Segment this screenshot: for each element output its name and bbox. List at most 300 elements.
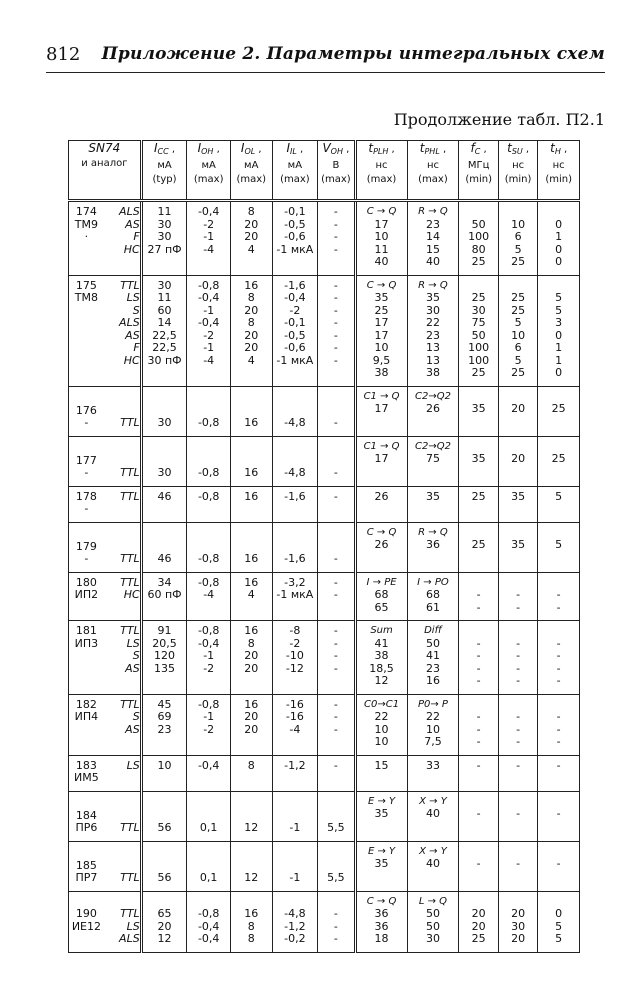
tplh-cell <box>355 386 407 436</box>
icc-cell <box>141 201 187 276</box>
tphl-value: 50 <box>425 919 440 933</box>
tphl-value: 75 <box>425 452 440 465</box>
table-row <box>69 386 580 436</box>
family-value: TTL <box>120 416 140 429</box>
chip-id-cell <box>69 891 104 952</box>
tphl-cell <box>407 522 459 572</box>
family-cell <box>104 386 141 436</box>
ioh-value: -1 <box>203 341 215 354</box>
tplh-value: 36 <box>374 919 389 933</box>
tphl-value: 68 <box>425 588 440 601</box>
chip-id-value: ИМ5 <box>74 771 99 784</box>
iol-value: 4 <box>247 588 255 601</box>
tplh-value: 26 <box>374 489 389 503</box>
tphl-value: 22 <box>425 710 440 723</box>
tphl-cell <box>407 436 459 486</box>
th-value: - <box>556 649 561 662</box>
th-cell <box>538 436 580 486</box>
family-value: TTL <box>120 278 140 292</box>
tsu-value <box>499 625 537 638</box>
th-value: - <box>556 857 561 870</box>
chip-id-value: ТМ9 <box>74 217 99 231</box>
fc-cell <box>459 755 498 791</box>
icc-value: 30 <box>157 217 172 231</box>
family-value: HC <box>123 353 140 367</box>
iil-cell <box>272 755 318 791</box>
iol-value: 8 <box>247 758 255 772</box>
iil-value: -2 <box>289 303 301 317</box>
table-row <box>69 201 580 276</box>
iol-value: 4 <box>247 242 255 256</box>
tphl-cell <box>407 572 459 621</box>
th-value: - <box>556 636 561 650</box>
family-cell <box>104 621 141 695</box>
iil-value: -0,5 <box>284 217 306 231</box>
table-row <box>69 841 580 891</box>
tphl-value: 33 <box>425 758 440 772</box>
ioh-cell <box>187 841 231 891</box>
iol-value: 16 <box>244 466 259 479</box>
tplh-value: 35 <box>374 857 389 870</box>
iil-cell <box>272 275 318 386</box>
ioh-value: -0,4 <box>197 758 220 772</box>
iil-value: -4,8 <box>284 466 306 479</box>
tphl-value: 16 <box>425 674 440 687</box>
tsu-cell <box>498 891 537 952</box>
fc-value: 25 <box>471 538 486 551</box>
tphl-cell <box>407 891 459 952</box>
iol-cell <box>230 755 272 791</box>
iil-cell <box>272 621 318 695</box>
tplh-value: 9,5 <box>372 353 391 367</box>
iol-value: 8 <box>247 919 255 933</box>
ioh-cell <box>187 572 231 621</box>
fc-value: 25 <box>471 291 486 304</box>
col-header-tphl: $t_{PHL}$ , нс (max) <box>407 141 459 201</box>
icc-cell <box>141 755 187 791</box>
fc-cell <box>459 621 498 695</box>
tsu-value: - <box>516 758 521 772</box>
fc-value: 100 <box>468 353 490 367</box>
voh-value: - <box>333 710 338 723</box>
voh-cell <box>318 522 355 572</box>
tphl-value: R → Q <box>418 279 448 291</box>
tphl-value: Diff <box>424 625 442 636</box>
icc-value: 56 <box>157 821 172 834</box>
iil-value: -1 <box>289 821 301 834</box>
family-value: HC <box>123 588 140 601</box>
iol-value: 16 <box>244 489 259 503</box>
voh-value: - <box>333 624 338 637</box>
tsu-cell <box>498 621 537 695</box>
chip-id-value: 184 <box>75 808 97 822</box>
tphl-value: X → Y <box>419 795 447 807</box>
ioh-value: -0,8 <box>197 489 220 503</box>
fc-value <box>459 206 497 219</box>
tplh-cell <box>355 436 407 486</box>
th-value: 0 <box>555 907 563 920</box>
tphl-cell <box>407 841 459 891</box>
tplh-value: 18 <box>374 932 389 945</box>
tsu-value: - <box>516 649 521 662</box>
iil-value: -10 <box>285 649 304 662</box>
iil-value: -4,8 <box>284 907 306 920</box>
tsu-value: 35 <box>511 489 526 503</box>
ioh-cell <box>187 891 231 952</box>
th-cell <box>538 386 580 436</box>
chip-id-cell <box>69 386 104 436</box>
fc-value: - <box>476 636 481 650</box>
tsu-value: - <box>516 710 521 723</box>
family-value: ALS <box>119 205 140 218</box>
tplh-cell <box>355 486 407 522</box>
tphl-value: 23 <box>425 661 440 675</box>
icc-value: 65 <box>157 907 172 920</box>
ioh-value: -0,4 <box>197 205 220 218</box>
tplh-value: 15 <box>374 758 389 772</box>
th-cell <box>538 755 580 791</box>
fc-cell <box>459 275 498 386</box>
fc-value: 25 <box>471 489 486 503</box>
col-header-voh: $V_{OH}$ , В (max) <box>318 141 355 201</box>
iol-value: 8 <box>247 316 255 329</box>
icc-value: 30 <box>157 466 172 479</box>
icc-value: 20,5 <box>152 636 177 650</box>
tphl-cell <box>407 621 459 695</box>
voh-cell <box>318 275 355 386</box>
family-cell <box>104 436 141 486</box>
tplh-value: C → Q <box>366 206 397 217</box>
voh-value: - <box>333 552 338 565</box>
tphl-value: 7,5 <box>424 735 442 748</box>
voh-cell <box>318 791 355 841</box>
family-value: ALS <box>119 932 140 945</box>
tplh-value: 17 <box>374 452 389 465</box>
col-header-th: $t_H$ , нс (min) <box>538 141 580 201</box>
iol-value: 16 <box>244 278 259 292</box>
tsu-value: - <box>516 661 521 675</box>
table-row <box>69 694 580 755</box>
icc-value: 60 пФ <box>147 588 182 601</box>
iil-value: -0,5 <box>284 328 306 342</box>
th-value: 1 <box>555 353 563 367</box>
tsu-cell <box>498 275 537 386</box>
ioh-cell <box>187 386 231 436</box>
tphl-value: 40 <box>425 255 440 268</box>
fc-value: 20 <box>471 907 486 920</box>
iol-value: 20 <box>244 649 259 662</box>
voh-value: - <box>333 932 338 945</box>
fc-value: 25 <box>471 932 486 945</box>
tplh-value: 26 <box>374 538 389 551</box>
tsu-value: - <box>516 674 521 687</box>
ioh-value: -0,8 <box>197 416 220 429</box>
tsu-value: 20 <box>511 907 526 920</box>
chip-id-cell <box>69 522 104 572</box>
tplh-value: E → Y <box>367 795 396 807</box>
col-header-tsu: $t_{SU}$ , нс (min) <box>498 141 537 201</box>
family-value: LS <box>126 636 140 650</box>
tsu-cell <box>498 201 537 276</box>
family-value: TTL <box>120 466 140 479</box>
iil-value: -3,2 <box>284 575 306 589</box>
voh-cell <box>318 841 355 891</box>
fc-value: - <box>476 857 481 870</box>
iol-cell <box>230 791 272 841</box>
voh-value: - <box>333 588 338 601</box>
ioh-cell <box>187 275 231 386</box>
th-cell <box>538 621 580 695</box>
icc-value: 120 <box>154 649 176 662</box>
icc-value: 69 <box>157 710 172 723</box>
family-cell <box>104 201 141 276</box>
fc-value: 25 <box>471 255 486 268</box>
tsu-value <box>499 206 537 219</box>
col-header-iol: $I_{OL}$ , мА (max) <box>230 141 272 201</box>
iol-value: 20 <box>244 217 259 231</box>
voh-cell <box>318 694 355 755</box>
tplh-value: 10 <box>374 735 389 748</box>
family-value: AS <box>125 661 140 675</box>
chip-id-value: ИП3 <box>74 636 99 650</box>
table-row <box>69 486 580 522</box>
family-value: ALS <box>119 316 140 329</box>
voh-value: - <box>333 278 338 292</box>
fc-value: 25 <box>471 366 486 379</box>
fc-value: - <box>476 649 481 662</box>
table-body <box>69 201 580 953</box>
iol-cell <box>230 386 272 436</box>
fc-cell <box>459 694 498 755</box>
ioh-value: -0,4 <box>197 636 220 650</box>
ioh-value: -0,4 <box>197 932 220 945</box>
iil-value: -16 <box>285 697 304 711</box>
fc-value: - <box>476 807 481 820</box>
iol-cell <box>230 436 272 486</box>
voh-value: - <box>333 649 338 662</box>
chip-id-value: ПР6 <box>75 821 98 834</box>
tsu-value: 5 <box>514 316 522 329</box>
iol-cell <box>230 522 272 572</box>
icc-value: 30 пФ <box>147 353 182 367</box>
tplh-value: 12 <box>374 674 389 687</box>
chip-id-cell <box>69 755 104 791</box>
tplh-value: C1 → Q <box>363 440 400 452</box>
th-cell <box>538 275 580 386</box>
chip-id-cell <box>69 694 104 755</box>
tphl-value: 35 <box>425 489 440 503</box>
icc-cell <box>141 621 187 695</box>
family-value: F <box>133 230 140 243</box>
th-value <box>538 625 579 638</box>
iil-value: -1,2 <box>284 758 306 772</box>
family-value: LS <box>126 919 140 933</box>
tphl-cell <box>407 694 459 755</box>
voh-cell <box>318 486 355 522</box>
iol-cell <box>230 621 272 695</box>
tsu-value: 10 <box>511 217 526 231</box>
iol-value: 8 <box>247 636 255 650</box>
family-value: AS <box>125 722 140 736</box>
fc-cell <box>459 522 498 572</box>
family-cell <box>104 572 141 621</box>
fc-value: 35 <box>471 452 486 465</box>
icc-value: 30 <box>157 416 172 429</box>
chip-id-value: ИП2 <box>74 588 99 601</box>
ioh-value: -2 <box>203 661 215 675</box>
tplh-value: C → Q <box>366 526 397 538</box>
family-cell <box>104 694 141 755</box>
tphl-value: 22 <box>425 316 440 329</box>
family-value: F <box>133 341 140 354</box>
ioh-cell <box>187 436 231 486</box>
iil-value: -8 <box>289 624 301 637</box>
tsu-value: 6 <box>514 341 522 354</box>
voh-value: - <box>333 697 338 711</box>
tsu-value: 5 <box>514 353 522 367</box>
th-cell <box>538 891 580 952</box>
icc-value: 11 <box>157 205 172 218</box>
chip-id-cell <box>69 841 104 891</box>
family-value: S <box>132 649 140 662</box>
tplh-cell <box>355 522 407 572</box>
voh-value: - <box>333 416 338 429</box>
tplh-cell <box>355 791 407 841</box>
family-value: S <box>132 710 140 723</box>
tplh-value: C → Q <box>366 895 397 907</box>
iol-value: 16 <box>244 416 259 429</box>
tphl-value: 50 <box>425 907 440 920</box>
tplh-value: 17 <box>374 217 389 231</box>
tphl-value: 40 <box>425 857 440 870</box>
tsu-value: 25 <box>511 291 526 304</box>
chip-id-cell <box>69 275 104 386</box>
icc-value: 27 пФ <box>147 242 182 256</box>
ic-parameters-table <box>68 140 580 953</box>
tphl-value: 61 <box>425 600 440 614</box>
tsu-cell <box>498 841 537 891</box>
ioh-cell <box>187 694 231 755</box>
tphl-value: 26 <box>425 402 440 415</box>
tphl-value: 23 <box>425 217 440 231</box>
running-title: Приложение 2. Параметры интегральных схем <box>101 44 605 64</box>
tsu-cell <box>498 436 537 486</box>
iil-value: -4 <box>289 722 301 736</box>
tplh-value: 22 <box>374 710 389 723</box>
table-row <box>69 621 580 695</box>
fc-cell <box>459 572 498 621</box>
fc-value: 100 <box>468 341 490 354</box>
icc-cell <box>141 436 187 486</box>
header-rule <box>46 72 605 73</box>
th-value: 1 <box>555 341 563 354</box>
iol-value: 20 <box>244 710 259 723</box>
icc-cell <box>141 275 187 386</box>
family-value: TTL <box>120 624 140 637</box>
col-header-tplh: $t_{PLH}$ , нс (max) <box>355 141 407 201</box>
table-row <box>69 275 580 386</box>
iil-value: -1,6 <box>284 489 306 503</box>
th-value: 0 <box>555 242 563 256</box>
th-cell <box>538 201 580 276</box>
voh-cell <box>318 621 355 695</box>
table-row <box>69 791 580 841</box>
fc-cell <box>459 386 498 436</box>
ioh-value: -0,4 <box>197 919 220 933</box>
ioh-value: -2 <box>203 328 215 342</box>
tsu-value: - <box>516 807 521 820</box>
voh-value: 5,5 <box>327 871 345 884</box>
iol-value: 12 <box>244 821 259 834</box>
tsu-value: - <box>516 722 521 736</box>
tsu-value: 25 <box>511 255 526 268</box>
iil-cell <box>272 201 318 276</box>
tplh-value: 40 <box>374 255 389 268</box>
ioh-value: -4 <box>203 353 215 367</box>
tplh-value: 17 <box>374 328 389 342</box>
iol-value: 20 <box>244 722 259 736</box>
ioh-value: -0,8 <box>197 552 220 565</box>
th-cell <box>538 694 580 755</box>
voh-cell <box>318 386 355 436</box>
voh-cell <box>318 572 355 621</box>
chip-id-value: 180 <box>75 575 97 589</box>
voh-cell <box>318 436 355 486</box>
fc-value: - <box>476 600 481 614</box>
chip-id-cell <box>69 621 104 695</box>
tplh-value: 10 <box>374 230 389 243</box>
icc-value: 11 <box>157 291 172 304</box>
th-value: 5 <box>555 489 563 503</box>
th-value: 5 <box>555 932 563 945</box>
iol-value: 16 <box>244 697 259 711</box>
th-value: 0 <box>555 217 563 231</box>
tplh-cell <box>355 755 407 791</box>
iil-value: -1,2 <box>284 919 306 933</box>
icc-value: 30 <box>157 278 172 292</box>
col-header-iil: $I_{IL}$ , мА (max) <box>272 141 318 201</box>
th-value: 5 <box>555 538 563 551</box>
icc-cell <box>141 841 187 891</box>
tphl-cell <box>407 201 459 276</box>
chip-id-cell <box>69 486 104 522</box>
col-header-icc: $I_{CC}$ , мА (typ) <box>141 141 187 201</box>
tphl-value: 13 <box>425 353 440 367</box>
ioh-value: -0,8 <box>197 575 220 589</box>
fc-value: - <box>476 588 481 601</box>
th-value: 5 <box>555 919 563 933</box>
th-value: 25 <box>551 452 566 465</box>
tsu-value: 5 <box>514 242 522 256</box>
family-cell <box>104 891 141 952</box>
family-value: HC <box>123 242 140 256</box>
voh-value: - <box>333 489 338 503</box>
iol-value: 20 <box>244 303 259 317</box>
ioh-cell <box>187 621 231 695</box>
tsu-cell <box>498 386 537 436</box>
iol-cell <box>230 694 272 755</box>
voh-value: - <box>333 575 338 589</box>
tphl-value: 30 <box>425 932 440 945</box>
chip-id-value: 178 <box>75 489 97 503</box>
family-value: TTL <box>120 575 140 589</box>
icc-value: 20 <box>157 919 172 933</box>
tsu-value: 6 <box>514 230 522 243</box>
tphl-value: 36 <box>425 538 440 551</box>
family-value: TTL <box>120 907 140 920</box>
icc-cell <box>141 386 187 436</box>
table-row <box>69 436 580 486</box>
